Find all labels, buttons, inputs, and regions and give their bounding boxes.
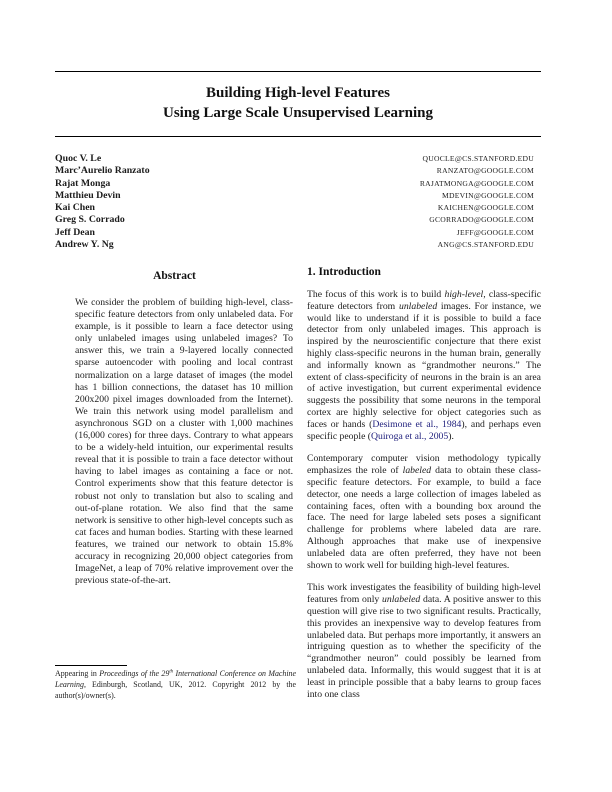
text-segment: th — [169, 669, 174, 675]
text-segment: , Edinburgh, Scotland, UK, 2012. Copyright 2012 by the author(s)/owner(s). — [55, 680, 296, 700]
author-email: GCORRADO@GOOGLE.COM — [429, 215, 534, 225]
author-row — [55, 190, 541, 202]
paper-title-line1: Building High-level Features — [206, 85, 390, 101]
author-email: QUOCLE@CS.STANFORD.EDU — [422, 154, 534, 163]
author-email: MDEVIN@GOOGLE.COM — [441, 190, 534, 200]
text-segment: labeled — [402, 465, 432, 477]
author-name: Quoc V. Le — [55, 153, 102, 164]
citation-link[interactable]: Desimone et al., 1984 — [372, 418, 462, 430]
text-segment: ). — [448, 430, 454, 442]
text-segment: , class-specific feature detectors from — [307, 289, 541, 312]
author-name: Jeff Dean — [55, 226, 95, 238]
footnote-divider — [55, 665, 127, 666]
author-email: JEFF@GOOGLE.COM — [456, 227, 534, 237]
author-row — [55, 202, 541, 214]
text-segment: Contemporary computer vision methodology typically emphasizes the role of — [307, 453, 541, 477]
author-row — [55, 239, 541, 251]
paper-title-line2: Using Large Scale Unsupervised Learning — [162, 105, 433, 121]
author-block — [55, 153, 541, 251]
abstract-body: We consider the problem of building high-level, class-specific feature detectors from only unlabeled data. For example, is it possible to learn a face detector using only unlabeled images using unlabeled images? To answer this, we train a 9-layered locally connected sparse autoencoder with pooling and local contrast normalization on a large dataset of images (the model has 1 billion connections, the dataset has 10 million 200x200 pixel images downloaded from the Internet). We train this network using model parallelism and asynchronous SGD on a cluster with 1,000 machines (16,000 cores) for three days. Contrary to what appears to be a widely-held intuition, our experimental results reveal that it is possible to train a face detector without having to label images as containing a face or not. Control experiments show that this feature detector is robust not only to translation but also to scaling and out-of-plane rotation. We also find that the same network is sensitive to other high-level concepts such as cat faces and human bodies. Starting with these learned features, we trained our network to obtain 15.8% accuracy in recognizing 20,000 object categories from ImageNet, a leap of 70% relative improvement over the previous state-of-the-art. — [75, 297, 293, 587]
text-segment: ), and perhaps even specific people ( — [307, 418, 542, 442]
author-email: KAICHEN@GOOGLE.COM — [437, 203, 534, 213]
text-segment: This work investigates the feasibility of building high-level features from only — [307, 582, 541, 606]
author-name: Matthieu Devin — [55, 189, 121, 201]
text-segment: high-level — [444, 289, 484, 300]
author-row — [55, 227, 541, 239]
author-name: Andrew Y. Ng — [55, 239, 114, 251]
author-name: Marc’Aurelio Ranzato — [55, 165, 150, 177]
author-name: Greg S. Corrado — [55, 214, 125, 226]
author-email: RAJATMONGA@GOOGLE.COM — [419, 178, 534, 188]
text-segment: data to obtain these class-specific feature detectors. For example, to build a face detector, one needs a large collection of images labeled as containing faces, often with a bounding box around the face. The need for large labeled sets poses a significant challenge for problems where labeled data are rare. Although approaches that make use of inexpensive unlabeled data are often preferred, they have not been shown to work well for building high-level features. — [307, 465, 541, 571]
intro-paragraph-3 — [307, 582, 541, 700]
text-segment: Appearing in — [55, 669, 100, 679]
author-row — [55, 214, 541, 226]
abstract-heading: Abstract — [153, 270, 196, 282]
author-row — [55, 165, 541, 177]
author-name: Kai Chen — [55, 202, 96, 214]
author-row — [55, 178, 541, 190]
paper-title — [55, 83, 541, 123]
text-segment: unlabeled — [398, 300, 438, 312]
top-divider — [55, 71, 541, 72]
footnote — [55, 665, 296, 702]
intro-paragraph-2 — [307, 453, 541, 571]
right-column — [307, 266, 541, 711]
text-segment: Proceedings of the 29 — [99, 669, 170, 679]
section-heading-introduction: 1. Introduction — [307, 266, 381, 278]
text-segment: data. A positive answer to this question will give rise to two significant results. Practically, this provides an inexpensive way to develop features from unlabeled data. But perhaps more importantly, it answers an intriguing question as to whether the specificity of the “grandmother neuron” could possibly be learned from unlabeled data. Informally, this would suggest that it is at least in principle possible that a baby learns to group faces into one class — [307, 594, 541, 700]
title-divider — [55, 136, 541, 137]
text-segment: unlabeled — [382, 594, 421, 606]
author-row — [55, 153, 541, 165]
author-email: ANG@CS.STANFORD.EDU — [437, 240, 534, 250]
citation-link[interactable]: Quiroga et al., 2005 — [371, 430, 449, 442]
footnote-text — [55, 669, 296, 701]
author-name: Rajat Monga — [55, 177, 111, 189]
intro-paragraph-1 — [307, 289, 541, 442]
text-segment: International Conference on Machine Learning — [55, 669, 296, 690]
text-segment: The focus of this work is to build — [307, 289, 445, 300]
author-email: RANZATO@GOOGLE.COM — [436, 166, 534, 176]
left-column — [55, 266, 294, 587]
text-segment: images. For instance, we would like to understand if it is possible to build a face detector from only unlabeled images. This approach is inspired by the neuroscientific conjecture that there exist highly class-specific neurons in the human brain, generally and informally known as “grandmother neurons.” The extent of class-specificity of neurons in the brain is an area of active investigation, but current experimental evidence suggests the possibility that some neurons in the temporal cortex are highly selective for object categories such as faces or hands ( — [307, 300, 541, 430]
